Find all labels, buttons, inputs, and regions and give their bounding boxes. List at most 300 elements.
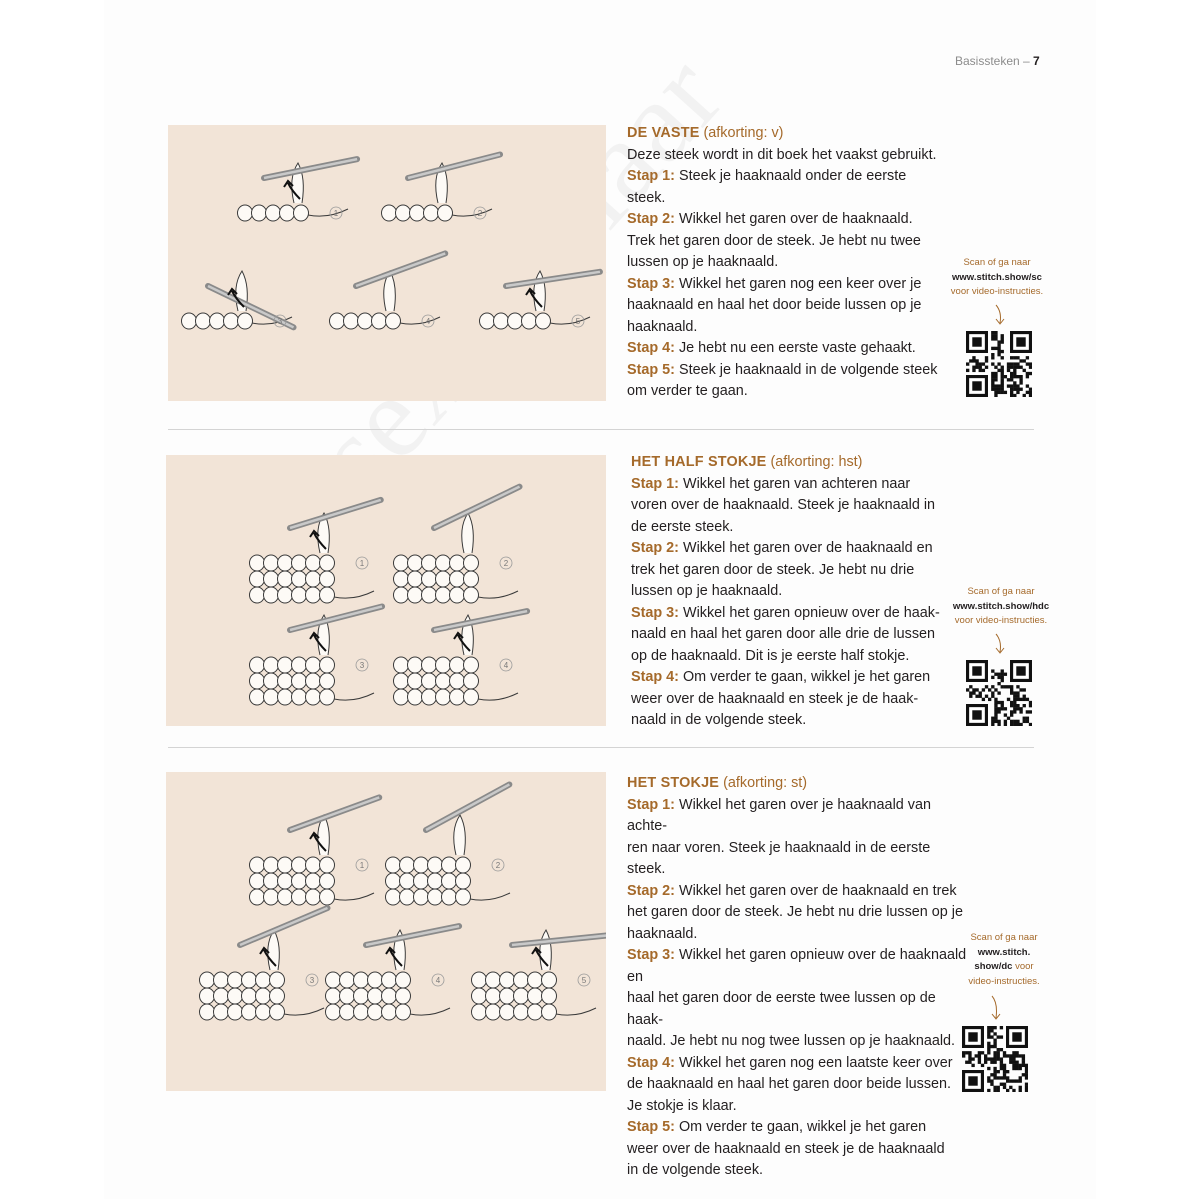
step-label: Stap 4: [627, 1054, 675, 1071]
hdc-figure-1 [250, 500, 381, 603]
figure-number: 4 [435, 976, 441, 985]
figure-number: 3 [309, 976, 315, 985]
step-label: Stap 2: [631, 540, 679, 556]
stitch-loop [306, 673, 321, 689]
stitch-loop [264, 689, 279, 705]
stitch-loop [400, 889, 415, 905]
stitch-loop [408, 587, 423, 603]
stitch-loop [436, 555, 451, 571]
yarn-tail [478, 693, 518, 700]
stitch-loop [422, 673, 437, 689]
crochet-hook-highlight [434, 611, 527, 630]
step-label: Stap 1: [627, 796, 675, 813]
stitch-loop [422, 689, 437, 705]
stitch-loop [408, 571, 423, 587]
stitch-loop [542, 972, 557, 988]
yarn-tail [470, 893, 510, 900]
step-line [627, 881, 967, 903]
step-line [627, 209, 947, 231]
stitch-loop [264, 571, 279, 587]
dc-abbreviation: (afkorting: st) [723, 775, 808, 791]
stitch-loop [472, 988, 487, 1004]
hdc-figure-2 [394, 487, 520, 603]
dc-qr-line3: video-instructies. [968, 975, 1040, 987]
stitch-loop [394, 555, 409, 571]
stitch-loop [480, 313, 495, 329]
stitch-loop [494, 313, 509, 329]
stitch-loop [422, 657, 437, 673]
stitch-loop [400, 873, 415, 889]
stitch-loop [542, 988, 557, 1004]
stitch-loop [450, 571, 465, 587]
stitch-loop [408, 689, 423, 705]
step-text: voren over de haaknaald. Steek je haaknaald in [631, 497, 936, 513]
sc-qr-caption [934, 256, 1060, 300]
stitch-loop [382, 988, 397, 1004]
stitch-loop [358, 313, 373, 329]
stitch-loop [500, 988, 515, 1004]
stitch-loop [450, 555, 465, 571]
step-label: Stap 1: [631, 475, 679, 492]
stitch-loop [424, 205, 439, 221]
stitch-loop [450, 673, 465, 689]
step-label: Stap 2: [627, 211, 675, 227]
stitch-loop [514, 1004, 529, 1020]
step-label: Stap 4: [627, 340, 675, 356]
yarn-tail [410, 1008, 450, 1015]
figure-number: 5 [575, 317, 581, 326]
stitch-loop [256, 972, 271, 988]
dc-qr-url[interactable]: www.stitch. [977, 946, 1031, 958]
stitch-loop [264, 555, 279, 571]
stitch-loop [394, 587, 409, 603]
step-label: Stap 3: [631, 604, 679, 621]
dc-figure-2 [386, 784, 511, 905]
stitch-loop [408, 657, 423, 673]
step-text: Wikkel het garen over de haaknaald en trek [674, 882, 957, 899]
step-line [631, 538, 951, 560]
step-line [627, 295, 947, 317]
stitch-loop [214, 972, 229, 988]
step-label: Stap 5: [627, 1119, 675, 1135]
sc-qr-line1: Scan of ga naar [963, 257, 1031, 268]
stitch-loop [292, 689, 307, 705]
step-text: Deze steek wordt in dit boek het vaakst gebruikt. [627, 146, 937, 163]
step-line [627, 360, 947, 382]
stitch-loop [442, 889, 457, 905]
stitch-loop [528, 988, 543, 1004]
sc-qr-url[interactable]: www.stitch.show/sc [952, 271, 1042, 283]
sc-title: DE VASTE [627, 125, 700, 141]
step-line [627, 902, 967, 924]
stitch-loop [228, 1004, 243, 1020]
step-text: Wikkel het garen over de haaknaald. [674, 211, 913, 227]
stitch-loop [306, 571, 321, 587]
crochet-hook-highlight [366, 926, 459, 945]
step-text: Steek je haaknaald in de volgende steek [674, 361, 938, 378]
step-text: Wikkel het garen van achteren naar [678, 475, 911, 492]
step-text: Om verder te gaan, wikkel je het garen [678, 669, 931, 685]
stitch-loop [542, 1004, 557, 1020]
dc-steps [627, 795, 967, 1182]
step-text: Om verder te gaan, wikkel je het garen [674, 1119, 927, 1135]
stitch-loop [422, 587, 437, 603]
crochet-hook-highlight [434, 487, 520, 528]
step-text: haaknaald. [627, 925, 698, 942]
step-text: Wikkel het garen over je haaknaald van achte- [627, 796, 931, 834]
stitch-loop [436, 657, 451, 673]
figure-number: 4 [503, 661, 509, 670]
stitch-loop [242, 988, 257, 1004]
step-line [627, 945, 967, 988]
stitch-loop [514, 988, 529, 1004]
step-line [631, 581, 951, 603]
sc-figure-3 [182, 271, 294, 329]
stitch-loop [306, 555, 321, 571]
crochet-hook-highlight [512, 936, 606, 945]
stitch-loop [382, 972, 397, 988]
step-line [627, 1117, 967, 1139]
hdc-arrow-icon [994, 633, 1006, 655]
stitch-loop [242, 972, 257, 988]
stitch-loop [394, 657, 409, 673]
stitch-loop [354, 972, 369, 988]
stitch-loop [340, 988, 355, 1004]
stitch-loop [292, 571, 307, 587]
stitch-loop [264, 889, 279, 905]
stitch-loop [368, 972, 383, 988]
figure-number: 5 [581, 976, 587, 985]
figure-number: 4 [425, 317, 431, 326]
dc-qr-code-icon[interactable] [962, 1026, 1028, 1092]
stitch-loop [394, 689, 409, 705]
stitch-loop [464, 587, 479, 603]
stitch-loop [278, 555, 293, 571]
stitch-loop [294, 205, 309, 221]
stitch-loop [422, 555, 437, 571]
stitch-loop [410, 205, 425, 221]
figure-number: 3 [277, 317, 283, 326]
yarn-tail [334, 893, 374, 900]
step-line [627, 338, 947, 360]
sc-figure-5 [480, 271, 600, 329]
stitch-loop [536, 313, 551, 329]
working-loop [454, 815, 466, 855]
step-label: Stap 1: [627, 168, 675, 184]
stitch-loop [414, 857, 429, 873]
hdc-qr-caption [938, 585, 1064, 629]
dc-figure-4 [326, 926, 460, 1020]
step-line [627, 1031, 967, 1053]
working-loop [462, 513, 474, 553]
stitch-loop [278, 587, 293, 603]
stitch-loop [508, 313, 523, 329]
header-separator: – [1019, 54, 1034, 68]
stitch-loop [238, 205, 253, 221]
step-line [631, 603, 951, 625]
stitch-loop [514, 972, 529, 988]
crochet-hook-highlight [506, 272, 600, 286]
yarn-tail [334, 693, 374, 700]
stitch-loop [340, 1004, 355, 1020]
step-line [631, 560, 951, 582]
stitch-loop [354, 988, 369, 1004]
stitch-loop [500, 972, 515, 988]
stitch-loop [472, 1004, 487, 1020]
sc-arrow-icon [994, 304, 1006, 326]
stitch-loop [394, 571, 409, 587]
stitch-loop [320, 555, 335, 571]
stitch-loop [414, 889, 429, 905]
stitch-loop [292, 657, 307, 673]
dc-title: HET STOKJE [627, 775, 720, 791]
stitch-loop [422, 571, 437, 587]
stitch-loop [522, 313, 537, 329]
crochet-hook-highlight [426, 784, 509, 830]
stitch-loop [408, 555, 423, 571]
crochet-hook-highlight [264, 159, 357, 178]
stitch-loop [438, 205, 453, 221]
stitch-loop [464, 657, 479, 673]
stitch-loop [396, 972, 411, 988]
stitch-loop [306, 657, 321, 673]
step-text: trek het garen door de steek. Je hebt nu drie [631, 561, 915, 578]
hdc-qr-url[interactable]: www.stitch.show/hdc [952, 600, 1050, 612]
stitch-loop [292, 587, 307, 603]
stitch-loop [320, 689, 335, 705]
figure-number: 1 [359, 861, 365, 870]
stitch-loop [250, 673, 265, 689]
step-text: in de volgende steek. [627, 1162, 764, 1178]
stitch-loop [264, 673, 279, 689]
step-label: Stap 3: [627, 275, 675, 292]
step-text: haaknaald en haal het door beide lussen op je [627, 297, 922, 313]
stitch-loop [196, 313, 211, 329]
stitch-loop [330, 313, 345, 329]
yarn-tail [556, 1008, 596, 1015]
stitch-loop [292, 857, 307, 873]
step-text: haaknaald. [627, 318, 698, 335]
dc-figure-1 [250, 797, 380, 905]
stitch-loop [270, 972, 285, 988]
sc-abbreviation: (afkorting: v) [703, 125, 784, 141]
stitch-loop [292, 889, 307, 905]
stitch-loop [306, 857, 321, 873]
stitch-loop [256, 1004, 271, 1020]
stitch-loop [270, 1004, 285, 1020]
step-line [627, 231, 947, 253]
stitch-loop [250, 889, 265, 905]
hdc-qr-code-icon[interactable] [966, 660, 1032, 726]
step-text: op de haaknaald. Dit is je eerste half stokje. [631, 647, 910, 664]
stitch-loop [214, 1004, 229, 1020]
stitch-loop [320, 889, 335, 905]
stitch-loop [450, 689, 465, 705]
step-text: naald in de volgende steek. [631, 712, 807, 728]
step-line [627, 924, 967, 946]
figure-number: 2 [503, 559, 509, 568]
stitch-loop [278, 657, 293, 673]
step-text: naald. Je hebt nu nog twee lussen op je haaknaald. [627, 1033, 956, 1049]
stitch-loop [250, 873, 265, 889]
crochet-hook-highlight [240, 908, 328, 945]
stitch-loop [306, 873, 321, 889]
divider-2 [168, 747, 1034, 748]
stitch-loop [252, 205, 267, 221]
dc-illustration [166, 772, 606, 1091]
step-text: ren naar voren. Steek je haaknaald in de eerste steek. [627, 839, 931, 877]
stitch-loop [486, 988, 501, 1004]
hdc-figure-4 [394, 611, 528, 705]
stitch-loop [210, 313, 225, 329]
stitch-loop [428, 857, 443, 873]
dc-heading [627, 773, 967, 795]
step-line [627, 1053, 967, 1075]
hdc-heading [631, 452, 951, 474]
step-text: Steek je haaknaald onder de eerste [674, 168, 907, 184]
step-text: Wikkel het garen opnieuw over de haaknaald en [627, 947, 967, 985]
step-line [627, 317, 947, 339]
stitch-loop [278, 571, 293, 587]
stitch-loop [320, 587, 335, 603]
stitch-loop [320, 657, 335, 673]
hdc-diagram [166, 455, 606, 726]
stitch-loop [326, 1004, 341, 1020]
stitch-loop [414, 873, 429, 889]
step-label: Stap 3: [627, 947, 675, 963]
stitch-loop [456, 857, 471, 873]
step-line [631, 495, 951, 517]
step-text: Je hebt nu een eerste vaste gehaakt. [674, 340, 916, 356]
step-text: lussen op je haaknaald. [631, 583, 783, 599]
stitch-loop [292, 673, 307, 689]
step-label: Stap 4: [631, 669, 679, 685]
step-line [631, 517, 951, 539]
stitch-loop [442, 873, 457, 889]
header-section: Basissteken [955, 54, 1020, 68]
stitch-loop [250, 571, 265, 587]
crochet-hook-highlight [290, 606, 382, 630]
dc-arrow-icon [990, 995, 1002, 1021]
stitch-loop [354, 1004, 369, 1020]
stitch-loop [344, 313, 359, 329]
step-text: de eerste steek. [631, 518, 734, 535]
hdc-title: HET HALF STOKJE [631, 454, 767, 470]
stitch-loop [238, 313, 253, 329]
sc-figure-2 [382, 154, 501, 221]
stitch-loop [394, 673, 409, 689]
stitch-loop [464, 555, 479, 571]
stitch-loop [386, 889, 401, 905]
step-line [627, 1139, 967, 1161]
stitch-loop [450, 657, 465, 673]
step-line [627, 188, 947, 210]
stitch-loop [436, 571, 451, 587]
stitch-loop [326, 988, 341, 1004]
step-line [627, 795, 967, 838]
step-text: Wikkel het garen over de haaknaald en [678, 540, 933, 556]
step-text: Wikkel het garen nog een laatste keer over [674, 1054, 953, 1071]
step-line [631, 624, 951, 646]
stitch-loop [200, 1004, 215, 1020]
stitch-loop [264, 587, 279, 603]
stitch-loop [368, 988, 383, 1004]
step-text: lussen op je haaknaald. [627, 254, 779, 270]
step-line [627, 274, 947, 296]
step-line [627, 252, 947, 274]
stitch-loop [200, 988, 215, 1004]
stitch-loop [224, 313, 239, 329]
step-line [627, 838, 967, 881]
dc-qr-url2[interactable]: show/dc [974, 961, 1013, 972]
stitch-loop [486, 1004, 501, 1020]
stitch-loop [396, 988, 411, 1004]
step-line [631, 474, 951, 496]
stitch-loop [500, 1004, 515, 1020]
stitch-loop [320, 571, 335, 587]
crochet-hook-highlight [290, 797, 379, 830]
stitch-loop [368, 1004, 383, 1020]
hdc-instructions [631, 452, 951, 732]
step-label: Stap 5: [627, 361, 675, 378]
sc-diagram [168, 125, 606, 401]
step-text: om verder te gaan. [627, 383, 748, 399]
step-text: de haaknaald en haal het garen door beide lussen. [627, 1076, 952, 1092]
step-text: naald en haal het garen door alle drie de lussen [631, 626, 936, 642]
figure-number: 1 [359, 559, 365, 568]
hdc-abbreviation: (afkorting: hst) [770, 454, 863, 470]
stitch-loop [456, 873, 471, 889]
stitch-loop [396, 205, 411, 221]
crochet-hook-highlight [290, 500, 381, 528]
step-text: Trek het garen door de steek. Je hebt nu twee [627, 232, 921, 249]
step-line [627, 1074, 967, 1096]
stitch-loop [442, 857, 457, 873]
step-line [627, 1096, 967, 1118]
stitch-loop [436, 673, 451, 689]
running-header [955, 54, 1040, 68]
stitch-loop [400, 857, 415, 873]
stitch-loop [320, 673, 335, 689]
step-label: Stap 2: [627, 882, 675, 899]
dc-figure-5 [472, 930, 607, 1020]
stitch-loop [228, 972, 243, 988]
sc-illustration [168, 125, 606, 401]
figure-number: 3 [359, 661, 365, 670]
sc-qr-code-icon[interactable] [966, 331, 1032, 397]
stitch-loop [528, 1004, 543, 1020]
stitch-loop [472, 972, 487, 988]
stitch-loop [386, 313, 401, 329]
stitch-loop [270, 988, 285, 1004]
stitch-loop [264, 657, 279, 673]
stitch-loop [436, 689, 451, 705]
stitch-loop [292, 873, 307, 889]
yarn-tail [284, 1008, 324, 1015]
dc-figure-3 [200, 908, 328, 1020]
hdc-illustration [166, 455, 606, 726]
stitch-loop [278, 873, 293, 889]
stitch-loop [278, 673, 293, 689]
step-text: Je stokje is klaar. [627, 1097, 737, 1114]
yarn-tail [478, 591, 518, 598]
stitch-loop [278, 889, 293, 905]
dc-qr-caption: Scan of ga naar www.stitch. show/dc voor video-instructies. [958, 931, 1050, 989]
stitch-loop [214, 988, 229, 1004]
stitch-loop [408, 673, 423, 689]
step-line [627, 1160, 967, 1182]
stitch-loop [242, 1004, 257, 1020]
